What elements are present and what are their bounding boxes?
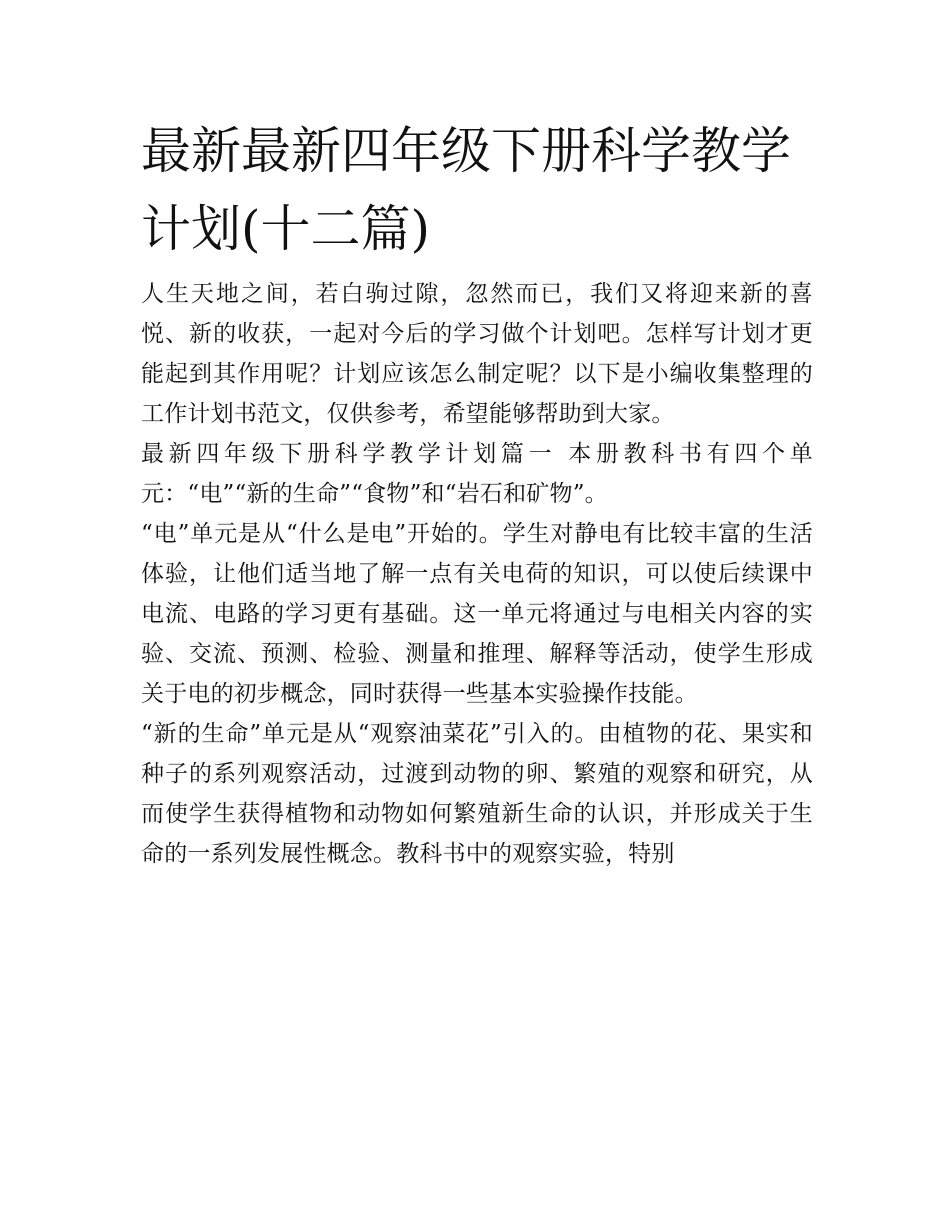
document-body [141, 112, 813, 874]
new-life-unit-paragraph: “新的生命”单元是从“观察油菜花”引入的。由植物的花、果实和种子的系列观察活动，过渡到动物的卵、繁殖的观察和研究，从而使学生获得植物和动物如何繁殖新生命的认识，并形成关于生命的一系列发展性概念。教科书中的观察实验，特别 [141, 721, 813, 867]
intro-paragraph: 人生天地之间，若白驹过隙，忽然而已，我们又将迎来新的喜悦、新的收获，一起对今后的学习做个计划吧。怎样写计划才更能起到其作用呢？计划应该怎么制定呢？以下是小编收集整理的工作计划书范文，仅供参考，希望能够帮助到大家。 [141, 281, 813, 427]
document-title: 最新最新四年级下册科学教学计划(十二篇) [141, 122, 791, 258]
section-one-paragraph: 最新四年级下册科学教学计划篇一 本册教科书有四个单元：“电”“新的生命”“食物”和“岩石和矿物”。 [141, 441, 813, 507]
electricity-unit-paragraph: “电”单元是从“什么是电”开始的。学生对静电有比较丰富的生活体验，让他们适当地了解一点有关电荷的知识，可以使后续课中电流、电路的学习更有基础。这一单元将通过与电相关内容的实验、交流、预测、检验、测量和推理、解释等活动，使学生形成关于电的初步概念，同时获得一些基本实验操作技能。 [141, 521, 813, 707]
